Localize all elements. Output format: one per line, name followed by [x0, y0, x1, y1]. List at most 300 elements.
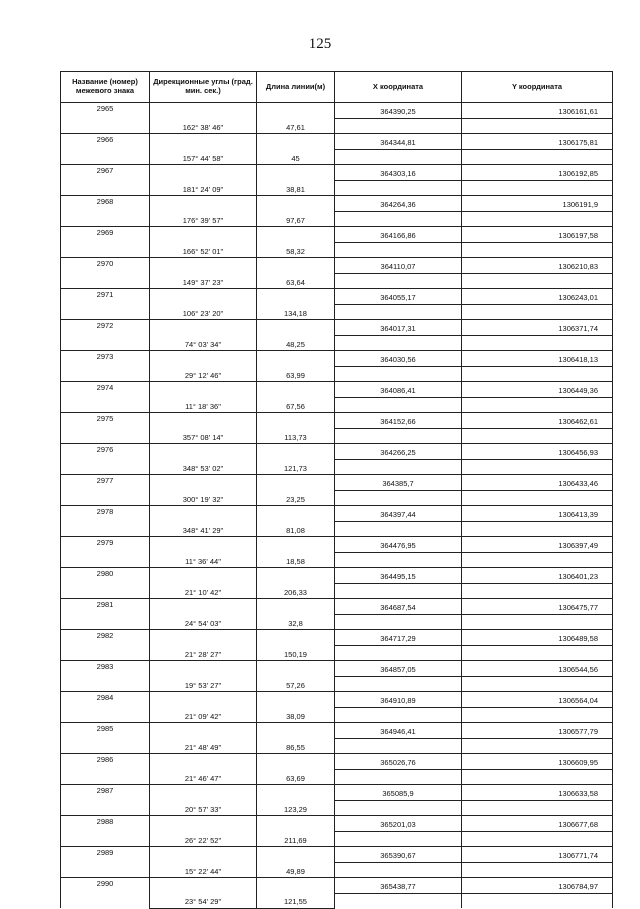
line-length-cell	[257, 707, 335, 723]
y-coordinate-cell	[462, 816, 613, 832]
empty-cell	[335, 738, 462, 754]
table-row	[61, 258, 613, 274]
x-coordinate-text: 364910,89	[380, 696, 416, 705]
line-length-cell	[257, 428, 335, 444]
line-length-cell	[257, 211, 335, 227]
x-coordinate-text: 364086,41	[380, 386, 416, 395]
x-coordinate-text: 365201,03	[380, 820, 416, 829]
table-row	[61, 568, 613, 584]
empty-cell	[335, 304, 462, 320]
mark-name-text: 2978	[96, 507, 114, 516]
empty-cell	[150, 599, 257, 615]
empty-cell	[335, 521, 462, 537]
line-length-cell	[257, 304, 335, 320]
y-coordinate-text: 1306175,81	[558, 138, 598, 147]
mark-name-cell	[61, 506, 150, 522]
direction-angle-cell	[150, 242, 257, 258]
y-coordinate-cell	[462, 785, 613, 801]
empty-cell	[335, 149, 462, 165]
y-coordinate-cell	[462, 351, 613, 367]
x-coordinate-cell	[335, 382, 462, 398]
empty-cell	[61, 335, 150, 351]
empty-cell	[150, 506, 257, 522]
table-row	[61, 242, 613, 258]
line-length-cell	[257, 645, 335, 661]
direction-angle-cell	[150, 769, 257, 785]
y-coordinate-text: 1306433,46	[558, 479, 598, 488]
table-row	[61, 304, 613, 320]
y-coordinate-cell	[462, 382, 613, 398]
x-coordinate-cell	[335, 320, 462, 336]
line-length-cell	[257, 242, 335, 258]
x-coordinate-cell	[335, 630, 462, 646]
empty-cell	[61, 273, 150, 289]
empty-cell	[61, 769, 150, 785]
x-coordinate-text: 364857,05	[380, 665, 416, 674]
empty-cell	[462, 552, 613, 568]
empty-cell	[335, 211, 462, 227]
mark-name-text: 2970	[96, 259, 114, 268]
table-row	[61, 552, 613, 568]
mark-name-text: 2980	[96, 569, 114, 578]
table-row	[61, 366, 613, 382]
y-coordinate-text: 1306401,23	[558, 572, 598, 581]
empty-cell	[257, 382, 335, 398]
y-coordinate-text: 1306456,93	[558, 448, 598, 457]
table-row	[61, 862, 613, 878]
mark-name-cell	[61, 351, 150, 367]
empty-cell	[150, 103, 257, 119]
line-length-cell	[257, 552, 335, 568]
empty-cell	[150, 289, 257, 305]
direction-angle-text: 74° 03' 34"	[184, 339, 222, 349]
header-x: X координата	[335, 72, 462, 103]
direction-angle-text: 357° 08' 14"	[182, 432, 224, 442]
line-length-text: 134,18	[284, 308, 307, 318]
empty-cell	[61, 180, 150, 196]
empty-cell	[335, 273, 462, 289]
empty-cell	[61, 366, 150, 382]
y-coordinate-text: 1306633,58	[558, 789, 598, 798]
empty-cell	[150, 227, 257, 243]
table-row	[61, 459, 613, 475]
empty-cell	[61, 118, 150, 134]
empty-cell	[335, 707, 462, 723]
mark-name-text: 2968	[96, 197, 114, 206]
x-coordinate-cell	[335, 506, 462, 522]
empty-cell	[335, 676, 462, 692]
line-length-cell	[257, 521, 335, 537]
mark-name-cell	[61, 382, 150, 398]
table-row	[61, 738, 613, 754]
x-coordinate-text: 364017,31	[380, 324, 416, 333]
mark-name-cell	[61, 568, 150, 584]
line-length-cell	[257, 459, 335, 475]
empty-cell	[150, 723, 257, 739]
direction-angle-cell	[150, 583, 257, 599]
mark-name-cell	[61, 103, 150, 119]
direction-angle-text: 21° 48' 49"	[184, 742, 222, 752]
y-coordinate-text: 1306609,95	[558, 758, 598, 767]
mark-name-cell	[61, 165, 150, 181]
table-row	[61, 165, 613, 181]
direction-angle-cell	[150, 862, 257, 878]
empty-cell	[257, 165, 335, 181]
table-row	[61, 490, 613, 506]
table-row	[61, 831, 613, 847]
empty-cell	[150, 847, 257, 863]
table-row	[61, 521, 613, 537]
table-row	[61, 103, 613, 119]
line-length-text: 63,64	[286, 277, 305, 287]
empty-cell	[150, 568, 257, 584]
mark-name-text: 2987	[96, 786, 114, 795]
empty-cell	[462, 893, 613, 908]
empty-cell	[462, 738, 613, 754]
y-coordinate-cell	[462, 227, 613, 243]
empty-cell	[150, 816, 257, 832]
direction-angle-text: 21° 46' 47"	[184, 773, 222, 783]
empty-cell	[61, 490, 150, 506]
line-length-text: 49,89	[286, 866, 305, 876]
line-length-cell	[257, 397, 335, 413]
x-coordinate-text: 364030,56	[380, 355, 416, 364]
line-length-cell	[257, 180, 335, 196]
y-coordinate-text: 1306462,61	[558, 417, 598, 426]
y-coordinate-text: 1306197,58	[558, 231, 598, 240]
empty-cell	[462, 273, 613, 289]
direction-angle-cell	[150, 211, 257, 227]
x-coordinate-text: 364390,25	[380, 107, 416, 116]
empty-cell	[335, 180, 462, 196]
empty-cell	[462, 831, 613, 847]
line-length-text: 150,19	[284, 649, 307, 659]
line-length-cell	[257, 862, 335, 878]
y-coordinate-text: 1306371,74	[558, 324, 598, 333]
empty-cell	[462, 149, 613, 165]
direction-angle-text: 162° 38' 46"	[182, 122, 224, 132]
table-row	[61, 506, 613, 522]
line-length-text: 32,8	[288, 618, 303, 628]
y-coordinate-cell	[462, 258, 613, 274]
direction-angle-cell	[150, 428, 257, 444]
table-row	[61, 676, 613, 692]
y-coordinate-cell	[462, 165, 613, 181]
x-coordinate-text: 364344,81	[380, 138, 416, 147]
y-coordinate-cell	[462, 506, 613, 522]
mark-name-cell	[61, 413, 150, 429]
direction-angle-cell	[150, 397, 257, 413]
empty-cell	[257, 816, 335, 832]
direction-angle-text: 20° 57' 33"	[184, 804, 222, 814]
empty-cell	[335, 242, 462, 258]
empty-cell	[462, 583, 613, 599]
line-length-text: 86,55	[286, 742, 305, 752]
x-coordinate-cell	[335, 103, 462, 119]
x-coordinate-cell	[335, 754, 462, 770]
mark-name-cell	[61, 196, 150, 212]
empty-cell	[257, 661, 335, 677]
table-row	[61, 816, 613, 832]
y-coordinate-cell	[462, 754, 613, 770]
empty-cell	[335, 428, 462, 444]
line-length-cell	[257, 335, 335, 351]
mark-name-text: 2985	[96, 724, 114, 733]
x-coordinate-text: 364687,54	[380, 603, 416, 612]
direction-angle-cell	[150, 676, 257, 692]
y-coordinate-text: 1306243,01	[558, 293, 598, 302]
direction-angle-text: 26° 22' 52"	[184, 835, 222, 845]
table-body	[61, 103, 613, 909]
empty-cell	[257, 103, 335, 119]
x-coordinate-cell	[335, 227, 462, 243]
empty-cell	[257, 351, 335, 367]
y-coordinate-text: 1306489,58	[558, 634, 598, 643]
y-coordinate-cell	[462, 661, 613, 677]
y-coordinate-text: 1306784,97	[558, 882, 598, 891]
empty-cell	[462, 118, 613, 134]
x-coordinate-cell	[335, 413, 462, 429]
x-coordinate-cell	[335, 196, 462, 212]
table-row	[61, 289, 613, 305]
table-row	[61, 878, 613, 894]
x-coordinate-cell	[335, 692, 462, 708]
mark-name-text: 2986	[96, 755, 114, 764]
empty-cell	[150, 196, 257, 212]
x-coordinate-cell	[335, 816, 462, 832]
y-coordinate-cell	[462, 847, 613, 863]
y-coordinate-text: 1306449,36	[558, 386, 598, 395]
direction-angle-cell	[150, 521, 257, 537]
direction-angle-text: 157° 44' 58"	[182, 153, 224, 163]
y-coordinate-cell	[462, 723, 613, 739]
empty-cell	[462, 304, 613, 320]
x-coordinate-text: 364476,95	[380, 541, 416, 550]
x-coordinate-cell	[335, 134, 462, 150]
empty-cell	[335, 552, 462, 568]
empty-cell	[61, 862, 150, 878]
empty-cell	[61, 614, 150, 630]
empty-cell	[257, 630, 335, 646]
empty-cell	[462, 800, 613, 816]
line-length-cell	[257, 831, 335, 847]
empty-cell	[335, 335, 462, 351]
empty-cell	[257, 413, 335, 429]
y-coordinate-text: 1306192,85	[558, 169, 598, 178]
line-length-text: 63,69	[286, 773, 305, 783]
y-coordinate-cell	[462, 103, 613, 119]
table-row	[61, 723, 613, 739]
empty-cell	[335, 645, 462, 661]
empty-cell	[61, 521, 150, 537]
empty-cell	[150, 320, 257, 336]
table-row	[61, 397, 613, 413]
direction-angle-cell	[150, 459, 257, 475]
table-row	[61, 320, 613, 336]
line-length-text: 211,69	[284, 835, 307, 845]
empty-cell	[335, 459, 462, 475]
line-length-text: 113,73	[284, 432, 307, 442]
mark-name-cell	[61, 444, 150, 460]
empty-cell	[257, 754, 335, 770]
line-length-cell	[257, 893, 335, 908]
mark-name-text: 2974	[96, 383, 114, 392]
empty-cell	[150, 630, 257, 646]
direction-angle-cell	[150, 180, 257, 196]
empty-cell	[61, 831, 150, 847]
y-coordinate-cell	[462, 630, 613, 646]
mark-name-cell	[61, 692, 150, 708]
y-coordinate-text: 1306475,77	[558, 603, 598, 612]
empty-cell	[335, 831, 462, 847]
x-coordinate-cell	[335, 723, 462, 739]
empty-cell	[150, 475, 257, 491]
empty-cell	[462, 428, 613, 444]
table-row	[61, 847, 613, 863]
empty-cell	[61, 428, 150, 444]
x-coordinate-text: 364717,29	[380, 634, 416, 643]
empty-cell	[257, 258, 335, 274]
mark-name-cell	[61, 878, 150, 894]
line-length-text: 63,99	[286, 370, 305, 380]
table-row	[61, 754, 613, 770]
direction-angle-text: 23° 54' 29"	[184, 897, 222, 906]
x-coordinate-text: 364385,7	[382, 479, 414, 488]
direction-angle-text: 176° 39' 57"	[182, 215, 224, 225]
y-coordinate-text: 1306544,56	[558, 665, 598, 674]
y-coordinate-text: 1306397,49	[558, 541, 598, 550]
line-length-text: 45	[291, 153, 300, 163]
line-length-cell	[257, 149, 335, 165]
direction-angle-cell	[150, 707, 257, 723]
table-row	[61, 707, 613, 723]
mark-name-text: 2975	[96, 414, 114, 423]
mark-name-text: 2982	[96, 631, 114, 640]
line-length-text: 123,29	[284, 804, 307, 814]
page-number: 125	[308, 36, 332, 52]
x-coordinate-cell	[335, 599, 462, 615]
empty-cell	[257, 289, 335, 305]
line-length-text: 57,26	[286, 680, 305, 690]
y-coordinate-cell	[462, 289, 613, 305]
x-coordinate-text: 364946,41	[380, 727, 416, 736]
y-coordinate-cell	[462, 196, 613, 212]
mark-name-cell	[61, 785, 150, 801]
y-coordinate-cell	[462, 692, 613, 708]
line-length-cell	[257, 583, 335, 599]
x-coordinate-text: 365026,76	[380, 758, 416, 767]
x-coordinate-text: 364055,17	[380, 293, 416, 302]
line-length-cell	[257, 273, 335, 289]
direction-angle-cell	[150, 335, 257, 351]
table-row	[61, 382, 613, 398]
empty-cell	[150, 878, 257, 894]
table-row	[61, 428, 613, 444]
direction-angle-cell	[150, 366, 257, 382]
direction-angle-text: 24° 54' 03"	[184, 618, 222, 628]
empty-cell	[462, 366, 613, 382]
y-coordinate-text: 1306771,74	[558, 851, 598, 860]
direction-angle-text: 106° 23' 20"	[182, 308, 224, 318]
table-row	[61, 335, 613, 351]
mark-name-text: 2988	[96, 817, 114, 826]
mark-name-cell	[61, 723, 150, 739]
table-row	[61, 273, 613, 289]
empty-cell	[335, 583, 462, 599]
line-length-text: 38,81	[286, 184, 305, 194]
empty-cell	[462, 521, 613, 537]
mark-name-cell	[61, 134, 150, 150]
line-length-text: 81,08	[286, 525, 305, 535]
line-length-text: 97,67	[286, 215, 305, 225]
x-coordinate-text: 364266,25	[380, 448, 416, 457]
table-row	[61, 351, 613, 367]
y-coordinate-cell	[462, 568, 613, 584]
header-angle: Дирекционные углы (град. мин. сек.)	[150, 72, 257, 103]
empty-cell	[335, 800, 462, 816]
empty-cell	[150, 134, 257, 150]
line-length-cell	[257, 738, 335, 754]
empty-cell	[61, 459, 150, 475]
x-coordinate-cell	[335, 661, 462, 677]
empty-cell	[462, 490, 613, 506]
line-length-cell	[257, 366, 335, 382]
mark-name-text: 2983	[96, 662, 114, 671]
empty-cell	[257, 568, 335, 584]
empty-cell	[257, 475, 335, 491]
empty-cell	[335, 118, 462, 134]
empty-cell	[150, 692, 257, 708]
empty-cell	[150, 165, 257, 181]
header-name: Название (номер) межевого знака	[61, 72, 150, 103]
direction-angle-cell	[150, 614, 257, 630]
empty-cell	[257, 320, 335, 336]
mark-name-cell	[61, 816, 150, 832]
x-coordinate-text: 364110,07	[380, 262, 416, 271]
mark-name-cell	[61, 258, 150, 274]
line-length-text: 121,73	[284, 463, 307, 473]
mark-name-cell	[61, 320, 150, 336]
y-coordinate-cell	[462, 134, 613, 150]
y-coordinate-text: 1306577,79	[558, 727, 598, 736]
empty-cell	[257, 444, 335, 460]
x-coordinate-text: 365438,77	[380, 882, 416, 891]
empty-cell	[462, 242, 613, 258]
direction-angle-cell	[150, 273, 257, 289]
x-coordinate-text: 365085,9	[382, 789, 414, 798]
empty-cell	[257, 506, 335, 522]
mark-name-text: 2972	[96, 321, 114, 330]
line-length-cell	[257, 614, 335, 630]
y-coordinate-text: 1306564,04	[558, 696, 598, 705]
mark-name-cell	[61, 754, 150, 770]
mark-name-cell	[61, 630, 150, 646]
direction-angle-text: 29° 12' 46"	[184, 370, 222, 380]
direction-angle-text: 21° 09' 42"	[184, 711, 222, 721]
empty-cell	[257, 227, 335, 243]
line-length-text: 58,32	[286, 246, 305, 256]
empty-cell	[150, 754, 257, 770]
mark-name-text: 2971	[96, 290, 114, 299]
table-row	[61, 599, 613, 615]
empty-cell	[257, 537, 335, 553]
empty-cell	[150, 351, 257, 367]
line-length-text: 121,55	[284, 897, 307, 906]
x-coordinate-cell	[335, 165, 462, 181]
direction-angle-text: 348° 41' 29"	[182, 525, 224, 535]
table-row	[61, 785, 613, 801]
mark-name-cell	[61, 537, 150, 553]
